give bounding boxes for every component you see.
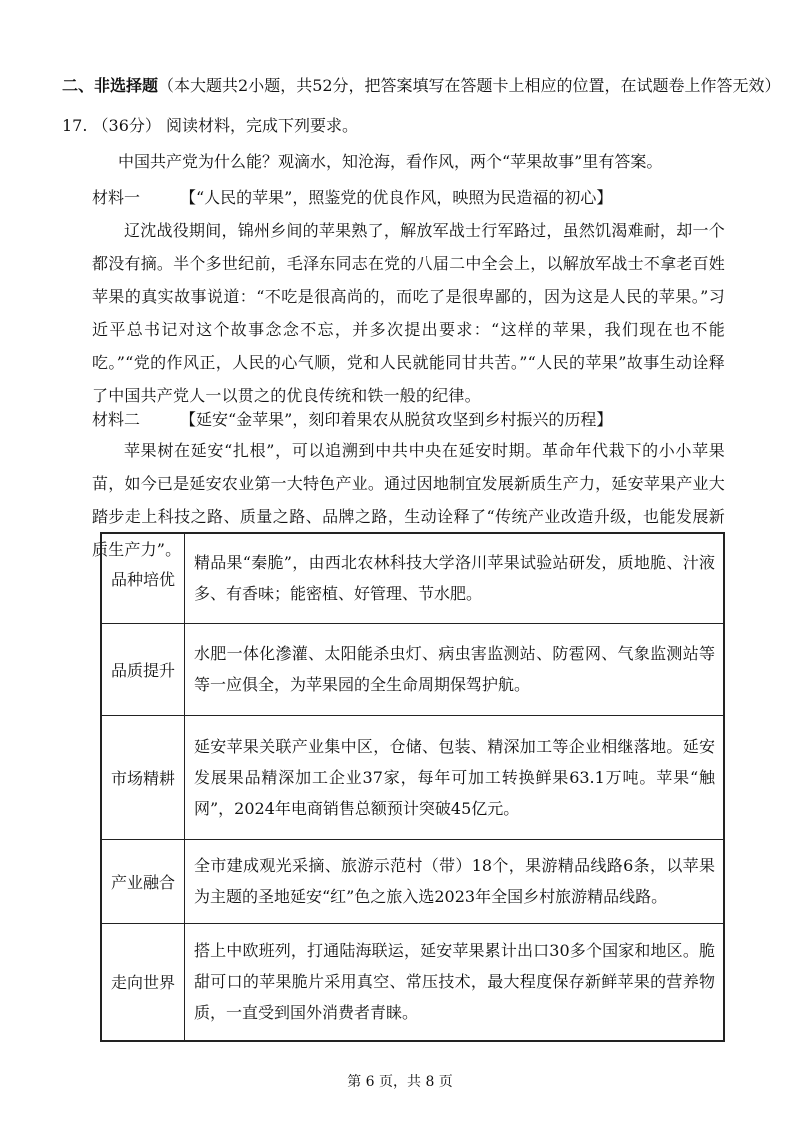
material-two-title: 【延安“金苹果”，刻印着果农从脱贫攻坚到乡村振兴的历程】 — [180, 410, 613, 429]
section-heading — [62, 72, 781, 100]
table-category: 品种培优 — [101, 533, 185, 623]
table-category: 市场精耕 — [101, 715, 185, 839]
page-footer: 第 6 页，共 8 页 — [347, 1074, 453, 1090]
material-one-label: 材料一 — [92, 188, 141, 207]
section-note: （本大题共2小题，共52分，把答案填写在答题卡上相应的位置，在试题卷上作答无效） — [158, 76, 781, 95]
question-number: 17. — [62, 116, 88, 135]
table-content: 延安苹果关联产业集中区，仓储、包装、精深加工等企业相继落地。延安发展果品精深加工企业37家，每年可加工转换鲜果63.1万吨。苹果“触网”，2024年电商销售总额预计突破45亿元。 — [185, 715, 725, 839]
table-content: 搭上中欧班列，打通陆海联运，延安苹果累计出口30多个国家和地区。脆甜可口的苹果脆片采用真空、常压技术，最大程度保存新鲜苹果的营养物质，一直受到国外消费者青睐。 — [185, 923, 725, 1041]
question-score: （36分） — [92, 116, 161, 135]
material-two-heading — [92, 406, 752, 434]
table-row — [101, 623, 724, 715]
material-one-heading — [92, 184, 752, 212]
material-one-title: 【“人民的苹果”，照鉴党的优良作风，映照为民造福的初心】 — [180, 188, 613, 207]
section-title: 二、非选择题 — [62, 76, 159, 95]
table-content: 全市建成观光采摘、旅游示范村（带）18个，果游精品线路6条，以苹果为主题的圣地延安“红”色之旅入选2023年全国乡村旅游精品线路。 — [185, 839, 725, 923]
table-row — [101, 839, 724, 923]
material-one-body: 辽沈战役期间，锦州乡间的苹果熟了，解放军战士行军路过，虽然饥渴难耐，却一个都没有摘。半个多世纪前，毛泽东同志在党的八届二中全会上，以解放军战士不拿老百姓苹果的真实故事说道：“不吃是很高尚的，而吃了是很卑鄙的，因为这是人民的苹果。”习近平总书记对这个故事念念不忘，并多次提出要求：“这样的苹果，我们现在也不能吃。”“党的作风正，人民的心气顺，党和人民就能同甘共苦。”“人民的苹果”故事生动诠释了中国共产党人一以贯之的优良传统和铁一般的纪律。 — [92, 221, 725, 405]
table-category: 品质提升 — [101, 623, 185, 715]
question-header — [62, 112, 752, 140]
apple-industry-table — [100, 532, 725, 1042]
question-intro: 中国共产党为什么能？观滴水，知沧海，看作风，两个“苹果故事”里有答案。 — [118, 152, 663, 171]
table-content: 水肥一体化滲灌、太阳能杀虫灯、病虫害监测站、防雹网、气象监测站等等一应俱全，为苹果园的全生命周期保驾护航。 — [185, 623, 725, 715]
material-two-label: 材料二 — [92, 410, 141, 429]
table-category: 产业融合 — [101, 839, 185, 923]
material-two-body: 苹果树在延安“扎根”，可以追溯到中共中央在延安时期。革命年代栽下的小小苹果苗，如今已是延安农业第一大特色产业。通过因地制宜发展新质生产力，延安苹果产业大踏步走上科技之路、质量之路、品牌之路，生动诠释了“传统产业改造升级，也能发展新质生产力”。 — [92, 441, 725, 559]
table-row — [101, 533, 724, 623]
question-instruction: 阅读材料，完成下列要求。 — [166, 116, 359, 135]
table-content: 精品果“秦脆”，由西北农林科技大学洛川苹果试验站研发，质地脆、汁液多、有香味；能密植、好管理、节水肥。 — [185, 533, 725, 623]
table-category: 走向世界 — [101, 923, 185, 1041]
table-row — [101, 715, 724, 839]
table-row — [101, 923, 724, 1041]
